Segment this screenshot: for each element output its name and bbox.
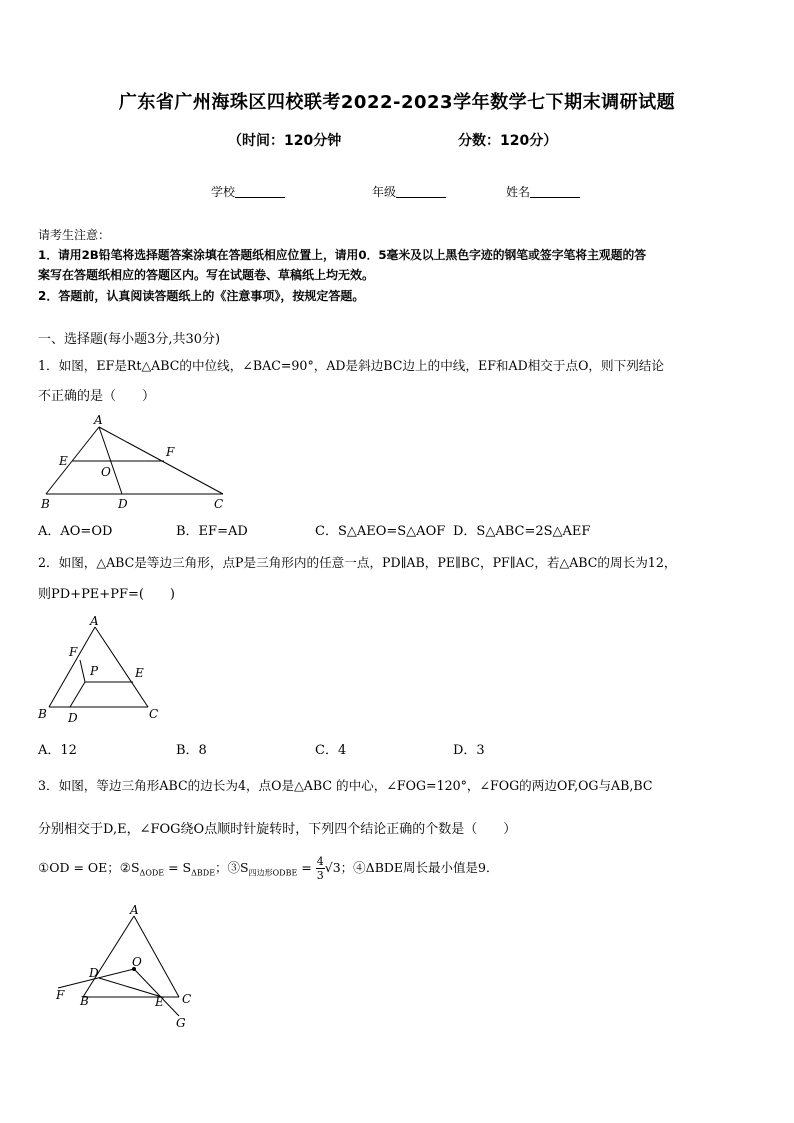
q2-option-a[interactable]: A．12 bbox=[38, 743, 77, 758]
name-label: 姓名 bbox=[506, 185, 531, 199]
q1-option-a[interactable]: A．AO=OD bbox=[38, 524, 113, 539]
q3-frac-den: 3 bbox=[316, 869, 324, 882]
q1-label-e: E bbox=[59, 454, 68, 468]
q1-label-b: B bbox=[41, 497, 50, 511]
q3-label-o: O bbox=[132, 955, 142, 969]
q2-label-f: F bbox=[69, 645, 78, 659]
q3-sqrt: √3 bbox=[324, 860, 341, 875]
q3-segment-de bbox=[99, 978, 162, 997]
q3-label-f: F bbox=[56, 988, 65, 1002]
q2-option-d[interactable]: D．3 bbox=[453, 743, 485, 758]
q3-conclusion-4: ；④ΔBDE周长最小值是9． bbox=[340, 860, 499, 875]
notice-item1-line2: 案写在答题纸相应的答题区内。写在试题卷、草稿纸上均无效。 bbox=[38, 268, 375, 282]
q3-label-a: A bbox=[130, 903, 139, 917]
q1-option-d[interactable]: D．S△ABC=2S△AEF bbox=[453, 524, 591, 539]
school-label: 学校 bbox=[211, 185, 236, 199]
q2-option-c[interactable]: C．4 bbox=[315, 743, 347, 758]
q2-label-b: B bbox=[38, 707, 47, 721]
q3-label-d: D bbox=[89, 966, 99, 980]
q1-label-o: O bbox=[101, 465, 111, 479]
q1-option-c[interactable]: C．S△AEO=S△AOF bbox=[315, 524, 446, 539]
q3-stem-line1: 3．如图，等边三角形ABC的边长为4，点O是△ABC 的中心，∠FOG=120°，∠FOG的两边OF,OG与AB,BC bbox=[38, 778, 653, 793]
notice-item1-line1: 1．请用2B铅笔将选择题答案涂填在答题纸相应位置上，请用0．5毫米及以上黑色字迹的钢笔或签字笔将主观题的答 bbox=[38, 248, 647, 262]
q1-stem-line2: 不正确的是（ ） bbox=[38, 389, 156, 404]
q3-label-g: G bbox=[176, 1016, 186, 1030]
exam-score: 分数：120分） bbox=[458, 133, 558, 149]
q3-frac-num: 4 bbox=[316, 855, 324, 868]
q2-label-e: E bbox=[135, 666, 144, 680]
page-title: 广东省广州海珠区四校联考2022-2023学年数学七下期末调研试题 bbox=[118, 92, 676, 113]
q2-label-c: C bbox=[149, 707, 159, 721]
q1-label-f: F bbox=[166, 445, 175, 459]
section1-heading: 一、选择题(每小题3分,共30分) bbox=[38, 332, 221, 347]
q3-label-c: C bbox=[182, 992, 192, 1006]
q2-label-a: A bbox=[90, 614, 99, 628]
notice-heading: 请考生注意： bbox=[38, 228, 111, 242]
q1-option-b[interactable]: B．EF=AD bbox=[176, 524, 248, 539]
exam-time: （时间：120分钟 bbox=[228, 133, 342, 149]
q1-label-c: C bbox=[214, 497, 224, 511]
q3-sub-quad: 四边形ODBE bbox=[248, 868, 298, 878]
q3-sub-ode: ΔODE bbox=[139, 868, 165, 878]
q3-equals-2: = bbox=[297, 860, 316, 875]
q2-label-d: D bbox=[68, 711, 78, 725]
q3-conclusion-1: ①OD = OE；②S bbox=[38, 860, 140, 875]
q1-label-d: D bbox=[118, 497, 128, 511]
q3-conclusion-3: ；③S bbox=[215, 860, 249, 875]
q2-option-b[interactable]: B．8 bbox=[176, 743, 207, 758]
q1-label-a: A bbox=[94, 413, 103, 427]
q3-stem-line2: 分别相交于D,E，∠FOG绕O点顺时针旋转时，下列四个结论正确的个数是（ ） bbox=[38, 822, 517, 837]
q3-segment-ab bbox=[83, 916, 134, 997]
q3-equals: = S bbox=[164, 860, 192, 875]
q3-label-e: E bbox=[155, 995, 164, 1009]
q3-label-b: B bbox=[80, 994, 89, 1008]
q2-stem-line1: 2．如图，△ABC是等边三角形，点P是三角形内的任意一点，PD∥AB，PE∥BC，PF∥AC，若△ABC的周长为12， bbox=[38, 555, 677, 570]
q2-stem-line2: 则PD+PE+PF=( ) bbox=[38, 587, 175, 602]
q2-label-p: P bbox=[90, 664, 99, 678]
grade-label: 年级 bbox=[372, 185, 397, 199]
notice-item2: 2．答题前，认真阅读答题纸上的《注意事项》，按规定答题。 bbox=[38, 289, 365, 303]
q3-sub-bde: ΔBDE bbox=[191, 868, 216, 878]
q1-stem-line1: 1．如图，EF是Rt△ABC的中位线，∠BAC=90°，AD是斜边BC边上的中线，EF和AD相交于点O，则下列结论 bbox=[38, 358, 664, 373]
